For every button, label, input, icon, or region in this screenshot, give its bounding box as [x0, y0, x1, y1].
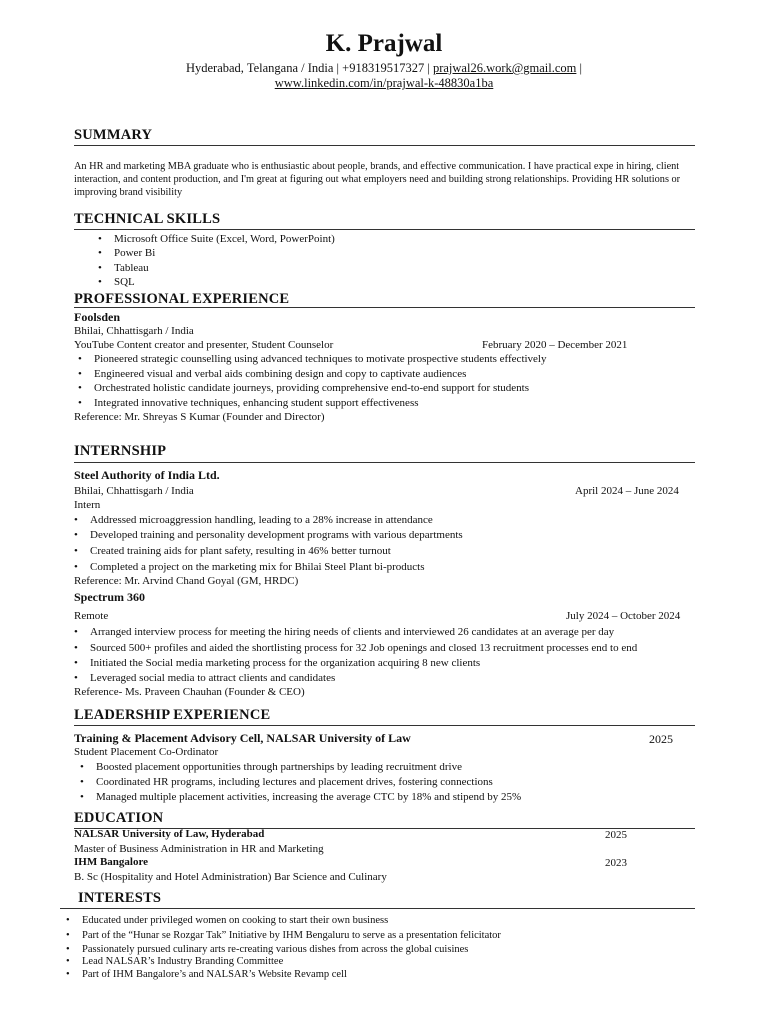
internship-spectrum-location: Remote: [74, 610, 109, 622]
education-heading: EDUCATION: [74, 810, 164, 826]
summary-heading: SUMMARY: [74, 127, 153, 143]
education-year-2: 2023: [605, 857, 627, 869]
internship-spectrum-bullet: • Arranged interview process for meeting the hiring needs of clients and interviewed 26 candidates at an average per day: [90, 626, 614, 638]
interests-divider: [60, 908, 695, 909]
experience-heading: PROFESSIONAL EXPERIENCE: [74, 291, 290, 307]
linkedin-line: [0, 76, 768, 91]
interest-item: • Educated under privileged women on cooking to start their own business: [82, 915, 388, 926]
leadership-bullet: • Boosted placement opportunities through partnerships by leading recruitment drive: [96, 761, 462, 773]
skill-item: • Tableau: [114, 262, 149, 274]
experience-dates: February 2020 – December 2021: [482, 339, 628, 351]
leadership-role: Student Placement Co-Ordinator: [74, 746, 219, 758]
internship-sail-role: Intern: [74, 499, 101, 511]
skills-divider: [74, 229, 695, 230]
leadership-org: Training & Placement Advisory Cell, NALSAR University of Law: [74, 731, 411, 745]
skill-item: • Power Bi: [114, 247, 155, 259]
interest-item: • Part of IHM Bangalore’s and NALSAR’s Website Revamp cell: [82, 969, 347, 980]
interest-item: • Passionately pursued culinary arts re-creating various dishes from across the global cuisines: [82, 944, 468, 955]
internship-sail-bullet: • Completed a project on the marketing mix for Bhilai Steel Plant bi-products: [90, 561, 425, 573]
experience-company: Foolsden: [74, 310, 121, 324]
contact-separator: |: [579, 61, 583, 75]
experience-bullet: • Engineered visual and verbal aids combining design and copy to captivate audiences: [94, 368, 466, 380]
skill-item: • SQL: [114, 276, 135, 288]
contact-location-phone: Hyderabad, Telangana / India | +918319517327 |: [185, 61, 430, 75]
internship-sail-bullet: • Addressed microaggression handling, leading to a 28% increase in attendance: [90, 514, 433, 526]
experience-divider: [74, 307, 695, 308]
experience-bullet: • Pioneered strategic counselling using advanced techniques to motivate prospective students effectively: [94, 353, 547, 365]
linkedin-link[interactable]: www.linkedin.com/in/prajwal-k-48830a1ba: [274, 76, 494, 90]
leadership-bullet: • Coordinated HR programs, including lectures and placement drives, fostering connections: [96, 776, 493, 788]
education-school-1: NALSAR University of Law, Hyderabad: [74, 828, 265, 840]
education-degree-2: B. Sc (Hospitality and Hotel Administration) Bar Science and Culinary: [74, 871, 387, 883]
experience-bullet: • Integrated innovative techniques, enhancing student support effectiveness: [94, 397, 419, 409]
interest-item: • Part of the “Hunar se Rozgar Tak” Initiative by IHM Bengaluru to serve as a presentation felicitator: [82, 930, 501, 941]
internship-sail-location: Bhilai, Chhattisgarh / India: [74, 485, 194, 497]
internship-spectrum-bullet: • Sourced 500+ profiles and aided the shortlisting process for 32 Job openings and closed 13 recruitment processes end to end: [90, 642, 637, 654]
internship-heading: INTERNSHIP: [74, 443, 167, 459]
internship-spectrum-bullet: • Initiated the Social media marketing process for the organization acquiring 8 new clients: [90, 657, 480, 669]
leadership-heading: LEADERSHIP EXPERIENCE: [74, 707, 271, 723]
internship-spectrum-company: Spectrum 360: [74, 590, 145, 604]
contact-line: [0, 61, 768, 76]
summary-divider: [74, 145, 695, 146]
experience-role: YouTube Content creator and presenter, Student Counselor: [74, 339, 334, 351]
internship-sail-bullet: • Created training aids for plant safety, resulting in 46% better turnout: [90, 545, 391, 557]
internship-spectrum-dates: July 2024 – October 2024: [566, 610, 681, 622]
interests-heading: INTERESTS: [78, 890, 162, 906]
education-degree-1: Master of Business Administration in HR and Marketing: [74, 843, 324, 855]
summary-text: An HR and marketing MBA graduate who is enthusiastic about people, brands, and effective communication. I have practical expe in hiring, client interaction, and content production, and I'm great at figuring out what employers need and building strong relationships. Providing HR solutions or improving brand visibility: [74, 161, 681, 198]
internship-sail-company: Steel Authority of India Ltd.: [74, 468, 220, 482]
internship-sail-dates: April 2024 – June 2024: [575, 485, 679, 497]
leadership-year: 2025: [649, 732, 673, 746]
skill-item: • Microsoft Office Suite (Excel, Word, PowerPoint): [114, 233, 335, 245]
internship-spectrum-bullet: • Leveraged social media to attract clients and candidates: [90, 672, 335, 684]
education-year-1: 2025: [605, 829, 627, 841]
internship-sail-bullet: • Developed training and personality development programs with various departments: [90, 529, 463, 541]
leadership-bullet: • Managed multiple placement activities, increasing the average CTC by 18% and stipend by 25%: [96, 791, 521, 803]
internship-divider: [74, 462, 695, 463]
experience-bullet: • Orchestrated holistic candidate journeys, providing comprehensive end-to-end support for students: [94, 382, 529, 394]
education-school-2: IHM Bangalore: [74, 856, 149, 868]
internship-spectrum-reference: Reference- Ms. Praveen Chauhan (Founder & CEO): [74, 686, 305, 698]
experience-location: Bhilai, Chhattisgarh / India: [74, 325, 194, 337]
email-link[interactable]: prajwal26.work@gmail.com: [432, 61, 577, 75]
experience-reference: Reference: Mr. Shreyas S Kumar (Founder and Director): [74, 411, 325, 423]
interest-item: • Lead NALSAR’s Industry Branding Committee: [82, 956, 283, 967]
resume-name: K. Prajwal: [325, 30, 443, 57]
skills-heading: TECHNICAL SKILLS: [74, 211, 221, 227]
leadership-divider: [74, 725, 695, 726]
internship-sail-reference: Reference: Mr. Arvind Chand Goyal (GM, HRDC): [74, 575, 299, 587]
